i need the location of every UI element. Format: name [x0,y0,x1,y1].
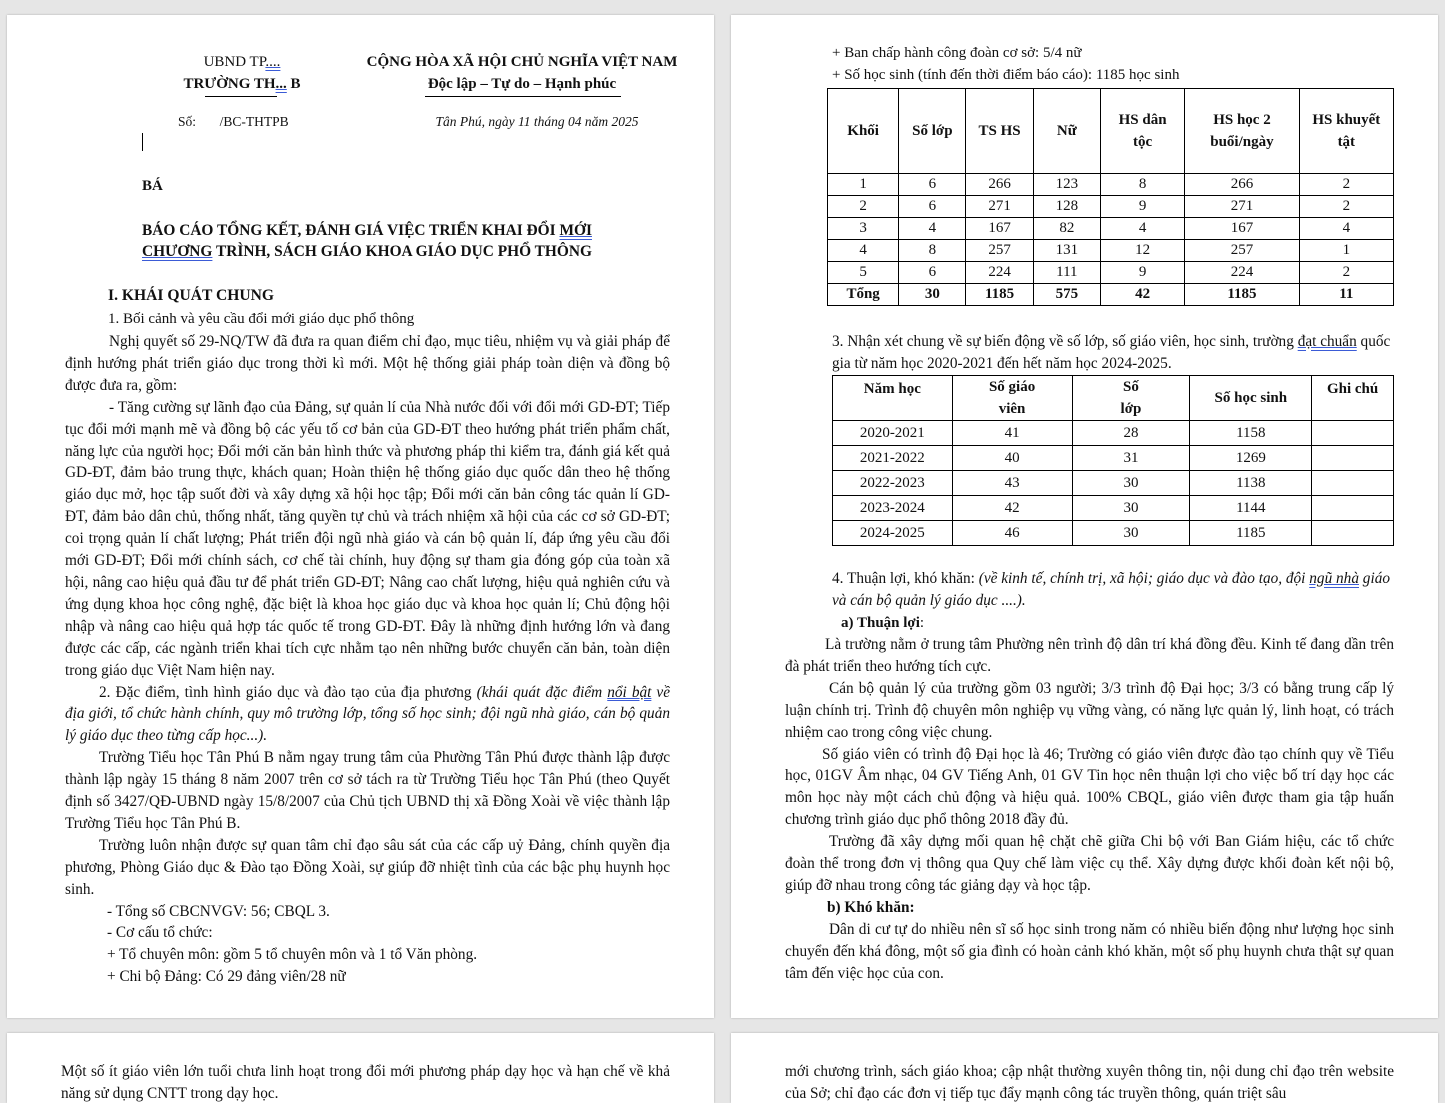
table-cell: 123 [1033,174,1100,196]
date-line: Tân Phú, ngày 11 tháng 04 năm 2025 [435,114,639,129]
table-cell: 31 [1072,446,1190,471]
table-row [828,174,1394,196]
table-cell: 12 [1100,240,1184,262]
table-cell [1312,521,1394,546]
students-line: + Số học sinh (tính đến thời điểm báo cáo): 1185 học sinh [832,67,1180,83]
table-cell: 46 [952,521,1072,546]
table-cell [1312,496,1394,521]
table-cell: 1 [1299,240,1393,262]
table-row [833,521,1394,546]
table-header: Ghi chú [1312,376,1394,421]
text-cursor [142,133,143,151]
title-text-a: BÁO CÁO TỔNG KẾT, ĐÁNH GIÁ VIỆC TRIỂN KHAI ĐỔI [142,222,560,239]
section-1-heading: I. KHÁI QUÁT CHUNG [108,287,275,304]
table-cell: 6 [899,196,966,218]
subsection-2-italic: về địa giới, tổ chức hành chính, quy mô trường lớp, tổng số học sinh; đội ngũ nhà giáo, cán bộ quản lý giáo dục theo từng cấp học...). [65,683,670,745]
table-cell: 2024-2025 [833,521,953,546]
doc-number: Số: /BC-THTPB [178,114,289,129]
table-header: Số giáo viên [952,376,1072,421]
paragraph: Dân di cư tự do nhiều nên sĩ số học sinh trong năm có nhiều biến động như lượng học sinh chuyển đến khá đông, một số gia đình có hoàn cảnh khó khăn, một số phụ huynh chưa thật sự quan tâm đến việc học của con. [785,920,1394,982]
table-cell: 6 [899,174,966,196]
table-cell: 167 [1185,218,1299,240]
difficulties-heading: b) Khó khăn: [827,898,915,916]
section-4-heading [832,568,1394,612]
table-cell: 2 [1299,262,1393,284]
paragraph: Nghị quyết số 29-NQ/TW đã đưa ra quan điểm chỉ đạo, mục tiêu, nhiệm vụ và giải pháp để định hướng phát triển giáo dục trong thời kì mới. Một hệ thống giải pháp toàn diện và đồng bộ được đưa ra, gồm: [65,333,670,394]
page2-body [785,634,1394,985]
table-cell: 2021-2022 [833,446,953,471]
section-3-text: 3. Nhận xét chung về sự biến động về số lớp, số giáo viên, học sinh, trường [832,333,1298,350]
table-row [833,496,1394,521]
section-4-italic-underlined: ngũ nhà [1309,570,1359,587]
table-row [833,471,1394,496]
table-cell: 42 [1100,284,1184,306]
table-cell: 3 [828,218,899,240]
table-cell: 30 [1072,521,1190,546]
table-cell: 271 [1185,196,1299,218]
table-cell: 2 [1299,174,1393,196]
table-cell: 9 [1100,196,1184,218]
report-title-line1 [142,220,592,242]
table-cell: 131 [1033,240,1100,262]
report-title-line2 [142,241,592,263]
table-cell: 6 [899,262,966,284]
paragraph: Là trường nằm ở trung tâm Phường nên trình độ dân trí khá đồng đều. Kinh tế đang dần trên đà phát triển theo hướng tích cực. [785,636,1394,675]
subsection-2-text: 2. Đặc điểm, tình hình giáo dục và đào tạo của địa phương [99,683,477,701]
school-placeholder: ... [275,76,287,92]
table-cell: 1185 [1190,521,1312,546]
table-row [828,218,1394,240]
title-text-d: TRÌNH, SÁCH GIÁO KHOA GIÁO DỤC PHỔ THÔNG [212,243,592,260]
table-header: HS học 2 buổi/ngày [1185,89,1299,174]
union-line: + Ban chấp hành công đoàn cơ sở: 5/4 nữ [832,45,1082,61]
subsection-2-italic-underlined: nổi bật [607,683,652,701]
table-cell: 2023-2024 [833,496,953,521]
table-cell: 30 [1072,496,1190,521]
table-cell: 167 [966,218,1033,240]
table-cell: 9 [1100,262,1184,284]
paragraph: - Tăng cường sự lãnh đạo của Đảng, sự quản lí của Nhà nước đối với đổi mới GD-ĐT; Tiếp tục đổi mới mạnh mẽ và đồng bộ các yếu tố cơ bản của GD-ĐT theo hướng phát triển phẩm chất, năng lực của người học; Đổi mới căn bản hình thức và phương pháp thi kiểm tra, đánh giá kết quả GD-ĐT, đảm bảo trung thực, khách quan; Hoàn thiện hệ thống giáo dục quốc dân theo hệ thống giáo dục mở, học tập suốt đời và xây dựng xã hội học tập; Đổi mới căn bản công tác quản lí GD-ĐT, đảm bảo dân chủ, thống nhất, tăng quyền tự chủ và trách nhiệm xã hội của các cơ sở GD-ĐT; coi trọng quản lí chất lượng; Phát triển đội ngũ nhà giáo và cán bộ quản lí, đáp ứng yêu cầu đổi mới GD-ĐT; Đổi mới chính sách, cơ chế tài chính, huy động sự tham gia đóng góp của toàn xã hội, nâng cao hiệu quả đầu tư để phát triển GD-ĐT; Nâng cao chất lượng, hiệu quả nghiên cứu và ứng dụng khoa học công nghệ, đặc biệt là khoa học giáo dục và khoa học quản lí; Chủ động hội nhập và nâng cao hiệu quả hợp tác quốc tế trong GD-ĐT. Đây là những định hướng lớn và đang được các cấp, các ngành triển khai tích cực nhằm tạo nên những bước chuyển căn bản, toàn diện trong giáo dục Việt Nam hiện nay. [65,398,670,679]
paragraph: mới chương trình, sách giáo khoa; cập nhật thường xuyên thông tin, nội dung chỉ đạo trên website của Sở; chỉ đạo các đơn vị tiếp tục đẩy mạnh công tác truyền thông, quán triệt sâu [785,1063,1394,1102]
table-cell: 1269 [1190,446,1312,471]
table-cell: 1138 [1190,471,1312,496]
table-cell: 8 [1100,174,1184,196]
table-cell: 8 [899,240,966,262]
table-header: Khối [828,89,899,174]
national-motto: Độc lập – Tự do – Hạnh phúc [427,76,617,92]
table-header: Số lớp [1072,376,1190,421]
table-header-row [828,89,1394,174]
table-cell: 128 [1033,196,1100,218]
paragraph: Cán bộ quản lý của trường gồm 03 người; 3/3 trình độ Đại học; 3/3 có bằng trung cấp lý luận chính trị. Trình độ chuyên môn nghiệp vụ vững vàng, có năng lực quản lý, linh hoạt, có trách nhiệm cao trong công việc chung. [785,679,1394,741]
section-3-text: quốc gia từ năm học 2020-2021 đến hết năm học 2024-2025. [832,333,1391,372]
table-header: HS khuyết tật [1299,89,1393,174]
table-cell [1312,471,1394,496]
table-header: Nữ [1033,89,1100,174]
section-3-heading [832,331,1394,375]
table-cell: 2 [828,196,899,218]
table-cell: Tổng [828,284,899,306]
table-cell [1312,446,1394,471]
table-cell [1312,421,1394,446]
table-cell: 2 [1299,196,1393,218]
authority-name: UBND TP [203,54,266,70]
table-cell: 4 [828,240,899,262]
table-cell: 4 [1299,218,1393,240]
yearly-stats-table [832,375,1394,546]
school-suffix: B [286,76,301,92]
table-cell: 82 [1033,218,1100,240]
list-item: - Cơ cấu tổ chức: [107,924,213,942]
table-row [828,262,1394,284]
header-left-line1 [157,51,327,73]
table-cell: 4 [1100,218,1184,240]
table-header: Số lớp [899,89,966,174]
table-row [833,421,1394,446]
paragraph: Một số ít giáo viên lớn tuổi chưa linh hoạt trong đổi mới phương pháp dạy học và hạn chế về khả năng sử dụng CNTT trong dạy học. [61,1063,670,1102]
table-header: Năm học [833,376,953,421]
section-4-italic: giáo và cán bộ quản lý giáo dục ....). [832,570,1391,609]
subsection-2-heading [65,682,670,748]
section-3-underlined: đạt chuẩn [1297,333,1357,350]
paragraph: Số giáo viên có trình độ Đại học là 46; Trường có giáo viên được đào tạo chính quy về Tiểu học, 01GV Âm nhạc, 04 GV Tiếng Anh, 01 GV Tin học nên thuận lợi cho việc bố trí dạy học các môn học này một cách chủ động và hiệu quả. 100% CBQL, giáo viên được tham gia tập huấn chương trình giáo dục phổ thông 2018 đầy đủ. [785,745,1394,829]
header-left-underline [205,96,277,97]
table-cell: 30 [899,284,966,306]
table-cell: 1185 [966,284,1033,306]
school-name: TRƯỜNG TH [183,76,276,92]
table-cell: 1185 [1185,284,1299,306]
table-cell: 2020-2021 [833,421,953,446]
table-row [833,446,1394,471]
table-cell: 111 [1033,262,1100,284]
advantages-heading-colon: : [919,615,925,631]
title-text-b: MỚI [559,222,592,239]
table-header: HS dân tộc [1100,89,1184,174]
table-cell: 224 [1185,262,1299,284]
document-page-4 [731,1033,1438,1103]
list-item: - Tổng số CBCNVGV: 56; CBQL 3. [107,902,330,920]
table-cell: 271 [966,196,1033,218]
table-cell: 257 [1185,240,1299,262]
table-cell: 43 [952,471,1072,496]
header-left-line2 [157,73,327,95]
section-4-text: 4. Thuận lợi, khó khăn: [832,570,979,587]
short-title: BÁ [142,178,163,194]
table-cell: 1 [828,174,899,196]
advantages-heading-text: a) Thuận lợi [841,615,920,631]
list-item: + Chi bộ Đảng: Có 29 đảng viên/28 nữ [107,968,346,986]
table-cell: 41 [952,421,1072,446]
table-cell: 2022-2023 [833,471,953,496]
table-cell: 4 [899,218,966,240]
document-page-1 [7,15,714,1018]
table-cell: 28 [1072,421,1190,446]
table-total-row [828,284,1394,306]
subsection-1-heading: 1. Bối cảnh và yêu cầu đổi mới giáo dục phổ thông [108,311,415,327]
table-row [828,196,1394,218]
table-cell: 42 [952,496,1072,521]
table-header: TS HS [966,89,1033,174]
paragraph: Trường Tiểu học Tân Phú B nằm ngay trung tâm của Phường Tân Phú được thành lập được thành lập ngày 15 tháng 8 năm 2007 trên cơ sở tách ra từ Trường Tiểu học Tân Phú (theo Quyết định số 3427/QĐ-UBND ngày 15/8/2007 của Chủ tịch UBND thị xã Đồng Xoài về việc thành lập Trường Tiểu học Tân Phú B. [65,749,670,832]
authority-placeholder: .... [265,54,281,70]
table-row [828,240,1394,262]
table-header-row [833,376,1394,421]
table-cell: 40 [952,446,1072,471]
paragraph: Trường đã xây dựng mối quan hệ chặt chẽ giữa Chi bộ với Ban Giám hiệu, các tổ chức đoàn thể trong đơn vị thông qua Quy chế làm việc cụ thể. Xây dựng được khối đoàn kết nội bộ, giúp đỡ nhau trong công tác giảng dạy và học tập. [785,833,1394,894]
table-cell: 30 [1072,471,1190,496]
document-page-3 [7,1033,714,1103]
table-cell: 266 [1185,174,1299,196]
page1-body [65,331,670,988]
table-cell: 224 [966,262,1033,284]
table-cell: 575 [1033,284,1100,306]
students-by-grade-table [827,88,1394,306]
table-cell: 1144 [1190,496,1312,521]
title-text-c: CHƯƠNG [142,243,213,260]
motto-underline [425,96,621,97]
document-page-2 [731,15,1438,1018]
table-cell: 257 [966,240,1033,262]
table-cell: 266 [966,174,1033,196]
table-cell: 5 [828,262,899,284]
table-cell: 11 [1299,284,1393,306]
table-cell: 1158 [1190,421,1312,446]
paragraph: Trường luôn nhận được sự quan tâm chỉ đạo sâu sát của các cấp uỷ Đảng, chính quyền địa phương, Phòng Giáo dục & Đào tạo Đồng Xoài, sự giúp đỡ nhiệt tình của các bậc phụ huynh học sinh. [65,836,670,898]
subsection-2-italic: (khái quát đặc điểm [476,683,608,701]
section-4-italic: (về kinh tế, chính trị, xã hội; giáo dục và đào tạo, đội [978,570,1310,587]
list-item: + Tổ chuyên môn: gồm 5 tổ chuyên môn và 1 tổ Văn phòng. [107,946,478,964]
national-title: CỘNG HÒA XÃ HỘI CHỦ NGHĨA VIỆT NAM [366,54,678,70]
table-header: Số học sinh [1190,376,1312,421]
advantages-heading [841,612,924,634]
